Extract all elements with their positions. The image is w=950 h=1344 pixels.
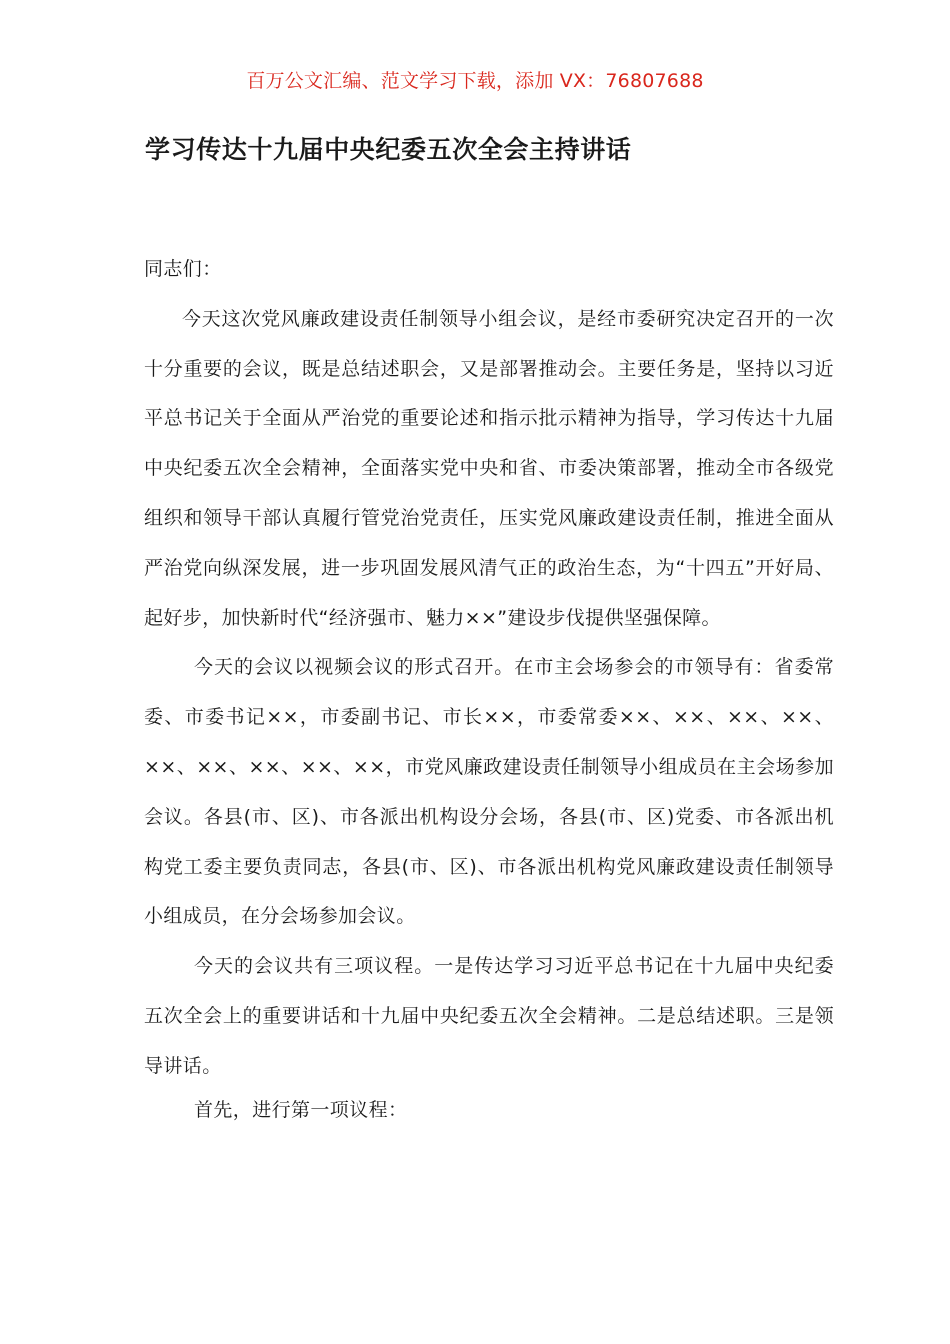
paragraph-first-item: 首先，进行第一项议程： (194, 1098, 408, 1121)
paragraph-meeting-purpose: 今天这次党风廉政建设责任制领导小组会议，是经市委研究决定召开的一次十分重要的会议，既是总结述职会，又是部署推动会。主要任务是，坚持以习近平总书记关于全面从严治党的重要论述和指示批示精神为指导，学习传达十九届中央纪委五次全会精神，全面落实党中央和省、市委决策部署，推动全市各级党组织和领导干部认真履行管党治党责任，压实党风廉政建设责任制，推进全面从严治党向纵深发展，进一步巩固发展风清气正的政治生态，为“十四五”开好局、起好步，加快新时代“经济强市、魅力××”建设步伐提供坚强保障。 (144, 307, 834, 629)
salutation: 同志们： (144, 258, 222, 280)
paragraph-agenda: 今天的会议共有三项议程。一是传达学习习近平总书记在十九届中央纪委五次全会上的重要讲话和十九届中央纪委五次全会精神。二是总结述职。三是领导讲话。 (144, 955, 834, 1077)
document-body (144, 245, 834, 1135)
document-title: 学习传达十九届中央纪委五次全会主持讲话 (145, 135, 632, 164)
header-note: 百万公文汇编、范文学习下载，添加 VX：76807688 (246, 70, 704, 92)
paragraph-attendees: 今天的会议以视频会议的形式召开。在市主会场参会的市领导有：省委常委、市委书记××，市委副书记、市长××，市委常委××、××、××、××、××、××、××、××、××，市党风廉政建设责任制领导小组成员在主会场参加会议。各县(市、区)、市各派出机构设分会场，各县(市、区)党委、市各派出机构党工委主要负责同志，各县(市、区)、市各派出机构党风廉政建设责任制领导小组成员，在分会场参加会议。 (144, 656, 834, 928)
